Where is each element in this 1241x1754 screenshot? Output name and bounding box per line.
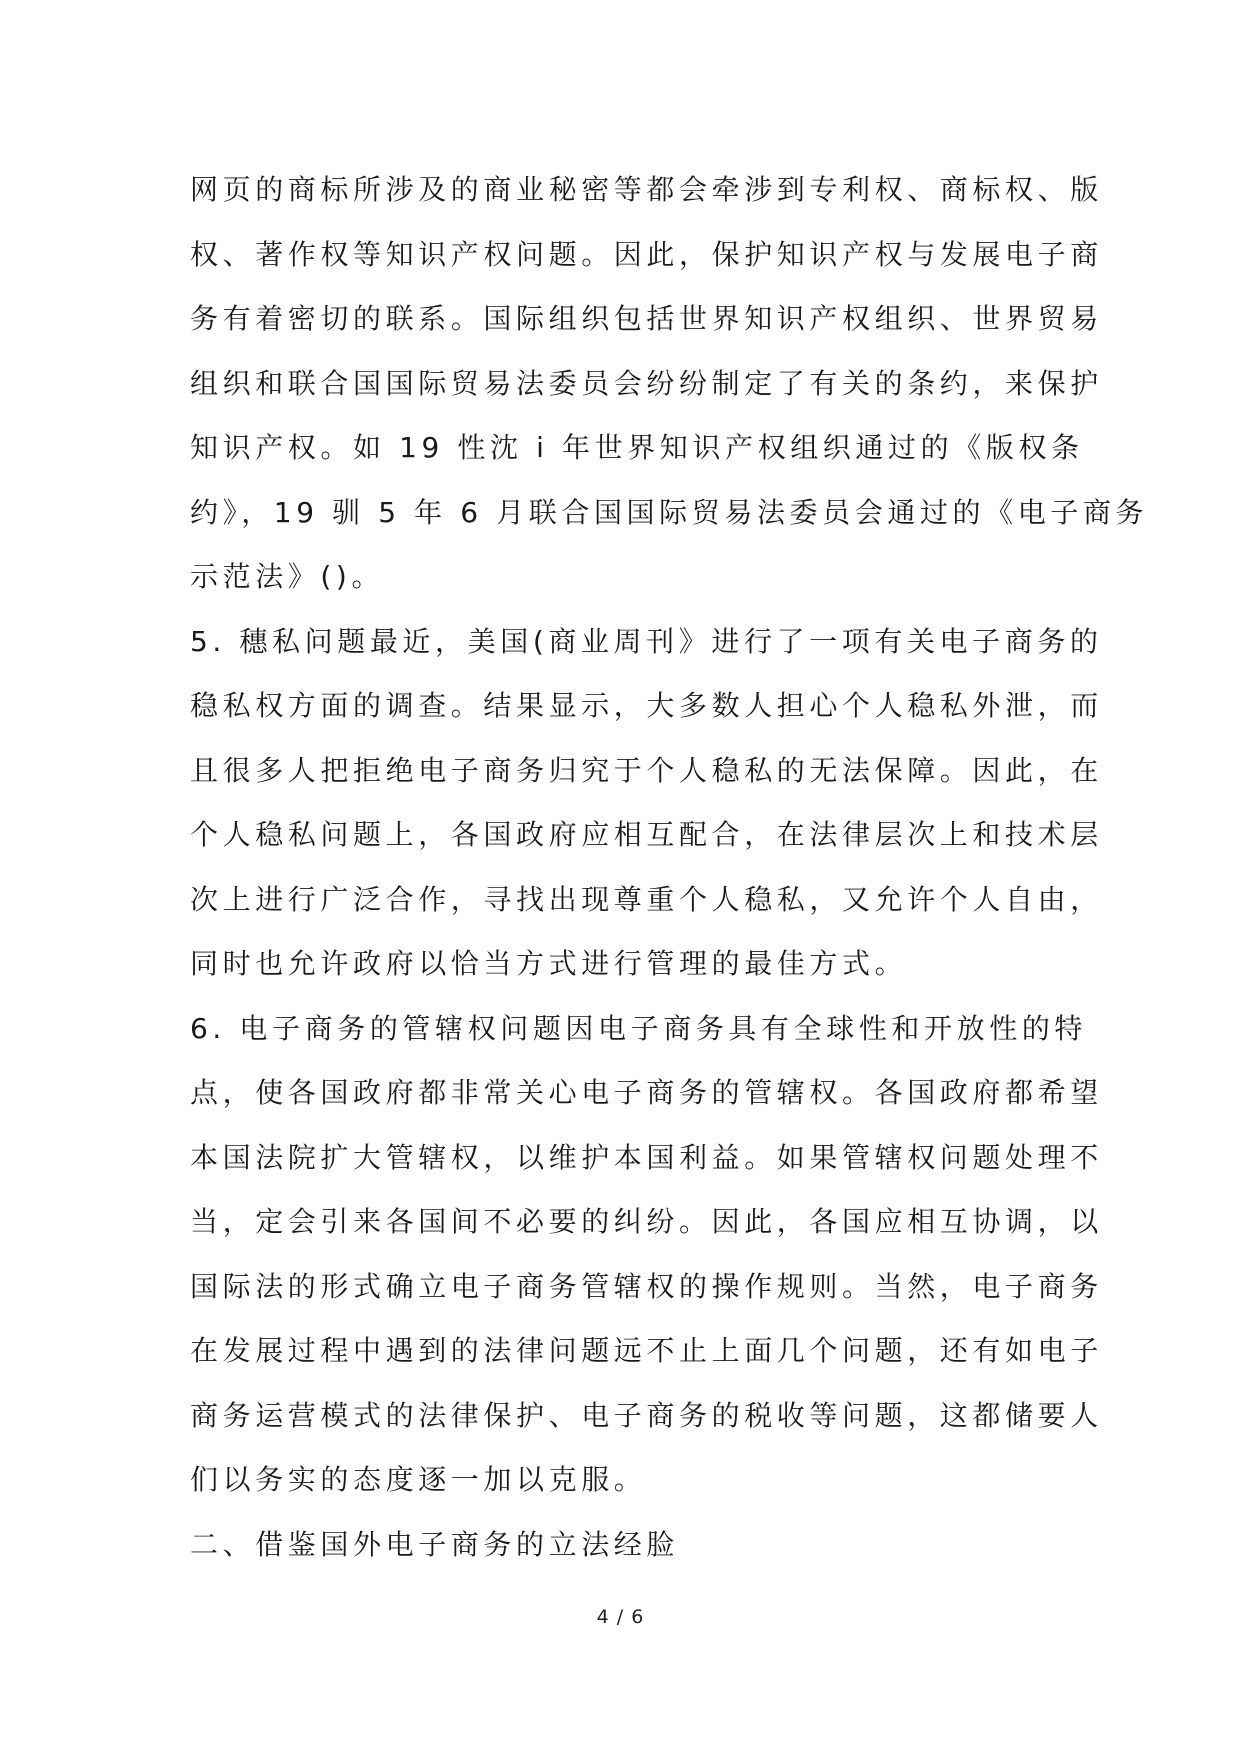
text-line: 稳私权方面的调查。结果显示，大多数人担心个人稳私外泄，而: [190, 689, 1103, 722]
document-body: [190, 158, 1149, 1577]
section-heading-jurisdiction: 6. 电子商务的管辖权问题因电子商务具有全球性和开放性的特: [190, 1011, 1088, 1045]
text-line: 权、著作权等知识产权问题。因此，保护知识产权与发展电子商: [190, 237, 1103, 271]
text-line: 本国法院扩大管辖权，以维护本国利益。如果管辖权问题处理不: [190, 1140, 1103, 1174]
text-line: 们以务实的态度逐一加以克服。: [190, 1463, 647, 1496]
text-line: 次上进行广泛合作，寻找出现尊重个人稳私，又允许个人自由，: [190, 882, 1103, 916]
text-line: 在发展过程中遇到的法律问题远不止上面几个问题，还有如电子: [190, 1334, 1103, 1367]
text-line: 网页的商标所涉及的商业秘密等都会牵涉到专利权、商标权、版: [190, 173, 1103, 206]
section-heading-privacy: 5. 穗私问题最近，美国(商业周刊》进行了一项有关电子商务的: [190, 624, 1103, 658]
text-line: 知识产权。如 19 性沈 i 年世界知识产权组织通过的《版权条: [190, 431, 1084, 464]
text-line: 示范法》()。: [190, 560, 385, 593]
text-line: 务有着密切的联系。国际组织包括世界知识产权组织、世界贸易: [190, 302, 1103, 335]
text-line: 商务运营模式的法律保护、电子商务的税收等问题，这都储要人: [190, 1398, 1103, 1432]
text-line: 组织和联合国国际贸易法委员会纷纷制定了有关的条约，来保护: [190, 366, 1103, 400]
text-line: 点，使各国政府都非常关心电子商务的管辖权。各国政府都希望: [190, 1076, 1103, 1109]
text-line: 国际法的形式确立电子商务管辖权的操作规则。当然，电子商务: [190, 1269, 1103, 1303]
text-line: 同时也允许政府以恰当方式进行管理的最佳方式。: [190, 947, 908, 980]
page-number: 4 / 6: [596, 1606, 645, 1628]
text-line: 且很多人把拒绝电子商务归究于个人稳私的无法保障。因此，在: [190, 753, 1103, 787]
chapter-heading: 二、借鉴国外电子商务的立法经脸: [190, 1527, 680, 1561]
text-line: 当，定会引来各国间不必要的纠纷。因此，各国应相互协调，以: [190, 1205, 1103, 1238]
text-line: 约》，19 驯 5 年 6 月联合国国际贸易法委员会通过的《电子商务: [190, 495, 1149, 529]
text-line: 个人稳私问题上，各国政府应相互配合，在法律层次上和技术层: [190, 818, 1103, 851]
